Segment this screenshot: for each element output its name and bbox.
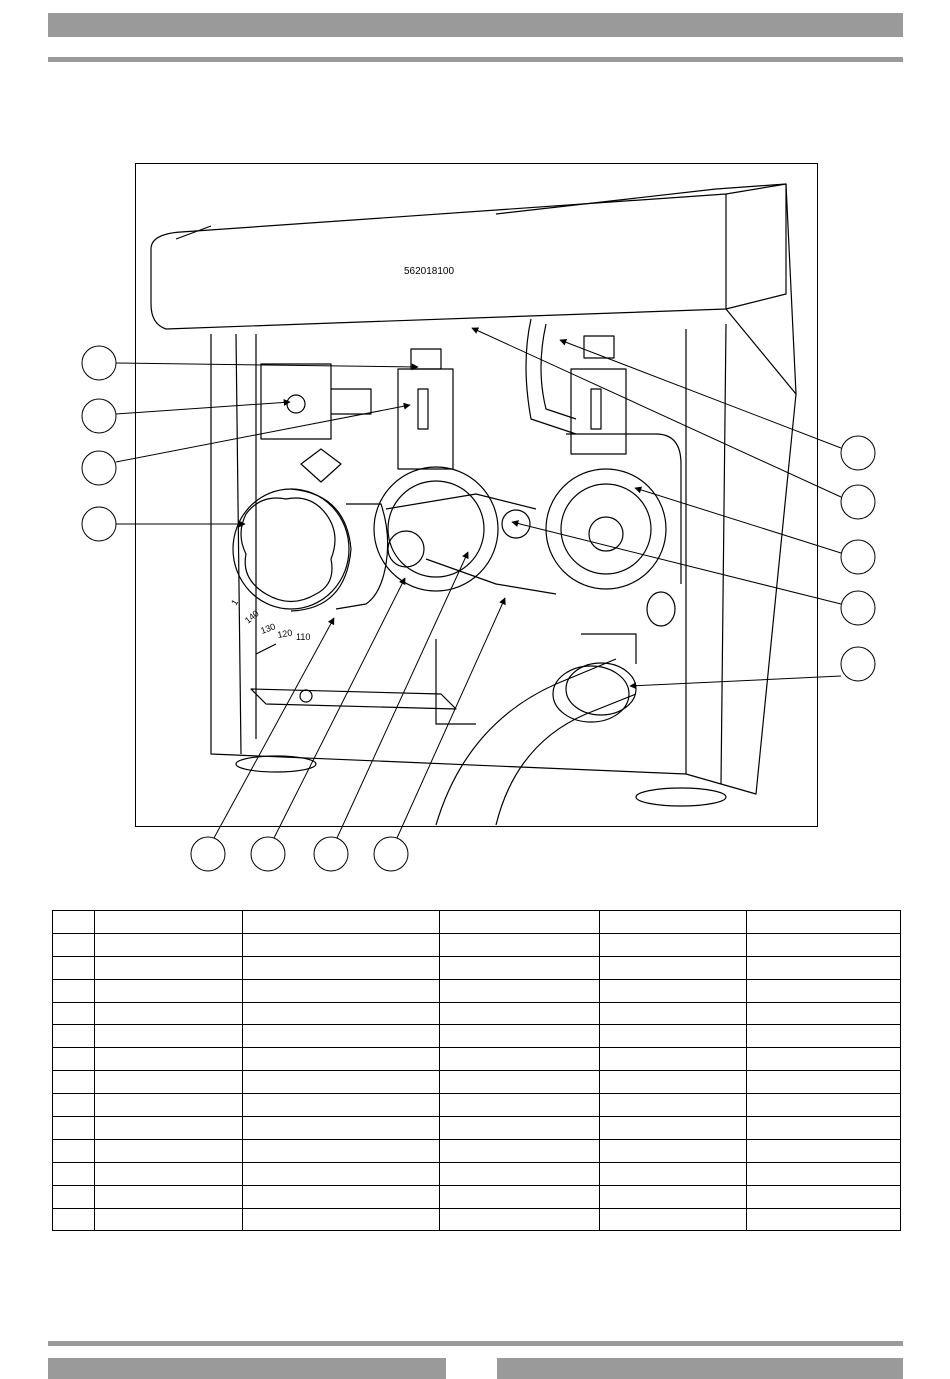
leader-left-2 [116,402,290,414]
footer-bar-right [497,1358,903,1379]
table-row [53,956,901,979]
leader-left-1 [116,363,418,367]
callout-left-1 [82,346,116,380]
leader-bottom-4 [397,598,505,838]
table-row [53,1094,901,1117]
callout-right-3 [841,540,875,574]
leader-right-5 [630,676,841,686]
table-row [53,1002,901,1025]
callout-left-4 [82,507,116,541]
table-row [53,1162,901,1185]
leader-bottom-2 [274,578,405,838]
footer-bar-left [48,1358,446,1379]
table-row [53,1208,901,1231]
table-row [53,979,901,1002]
table-row [53,1117,901,1140]
callout-right-1 [841,436,875,470]
leader-right-3 [635,488,841,553]
table-row [53,1025,901,1048]
knob-scale-140: 140 [242,608,261,626]
knob-scale-1: 1 [229,597,241,607]
parts-table [52,910,901,1231]
leader-right-1 [560,340,841,448]
leader-left-3 [116,405,410,462]
leader-bottom-3 [337,552,468,838]
knob-scale-120: 120 [276,627,294,640]
table-row [53,911,901,934]
callout-bottom-4 [374,837,408,871]
knob-scale-130: 130 [259,621,277,636]
leader-right-4 [512,522,841,604]
callout-left-3 [82,451,116,485]
part-code: 562018100 [404,266,455,277]
callout-right-4 [841,591,875,625]
table-row [53,1185,901,1208]
knob-scale-110: 110 [296,632,311,642]
table-row [53,1139,901,1162]
callout-right-5 [841,647,875,681]
callout-bottom-2 [251,837,285,871]
callout-bottom-1 [191,837,225,871]
table-row [53,933,901,956]
table-row [53,1048,901,1071]
leader-right-2 [472,328,841,497]
callout-left-2 [82,399,116,433]
callout-bottom-3 [314,837,348,871]
footer-rule [48,1341,903,1346]
leader-bottom-1 [214,618,334,838]
callout-right-2 [841,485,875,519]
table-row [53,1071,901,1094]
